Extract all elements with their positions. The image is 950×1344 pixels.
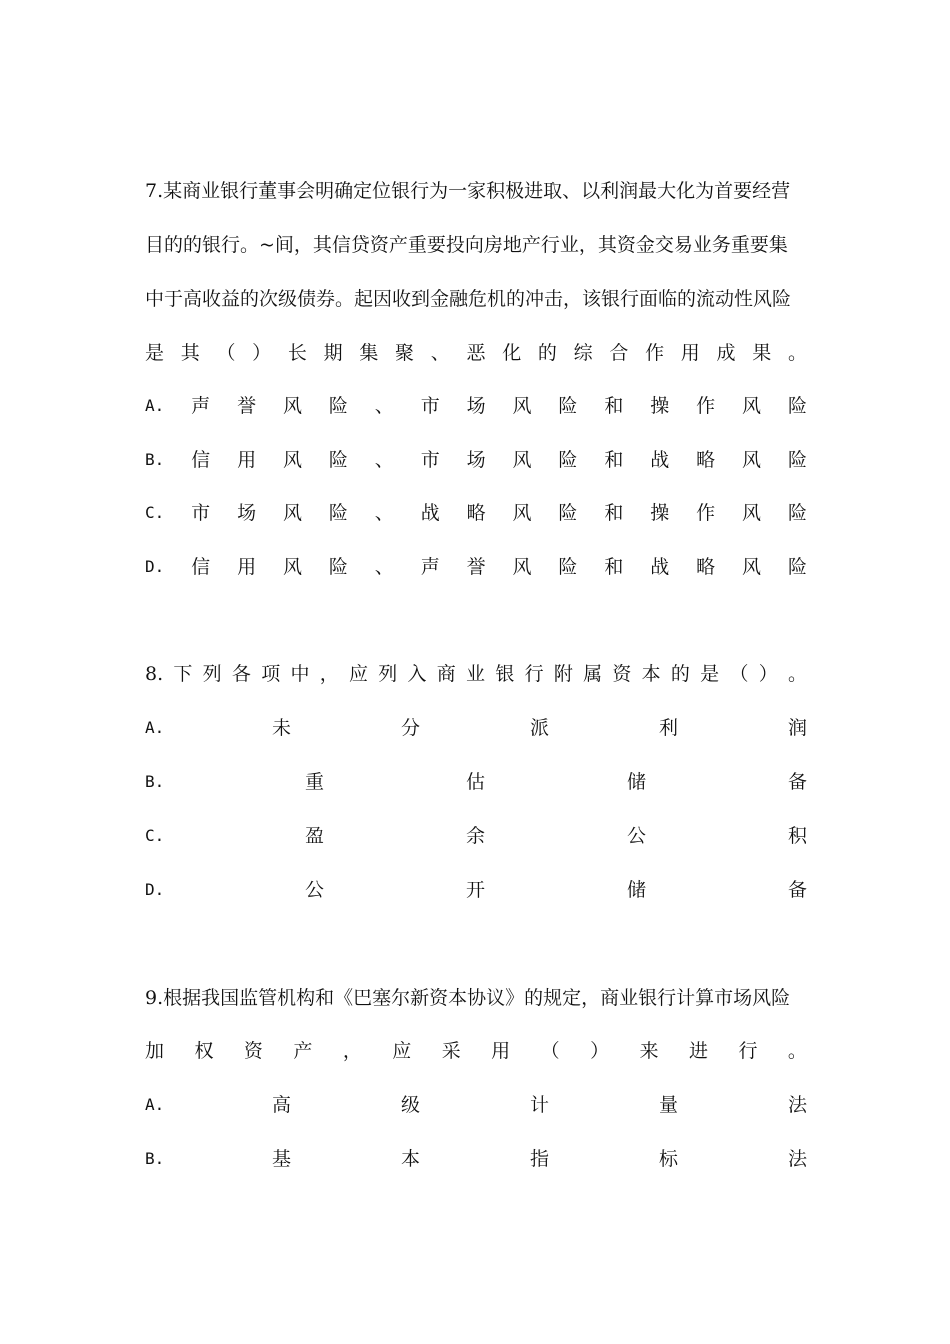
text-char: 聚 bbox=[395, 342, 415, 364]
option-char: 和 bbox=[604, 395, 624, 417]
text-char: 资 bbox=[243, 1040, 263, 1062]
q8-option-c bbox=[145, 821, 807, 851]
option-char: 备 bbox=[788, 879, 808, 901]
text-char: 其 bbox=[180, 342, 200, 364]
option-char: 高 bbox=[272, 1094, 292, 1116]
option-char: 市 bbox=[420, 395, 440, 417]
text-char: 属 bbox=[583, 663, 603, 685]
text-char: （ bbox=[216, 342, 236, 364]
text-char: 附 bbox=[553, 663, 573, 685]
option-label: B. bbox=[145, 1149, 165, 1168]
q7-text-line-3: 中于高收益的次级债券。起因收到金融危机的冲击，该银行面临的流动性风险 bbox=[145, 288, 792, 310]
text-char: ） bbox=[758, 663, 778, 685]
text-char: 的 bbox=[670, 663, 690, 685]
option-char: 市 bbox=[420, 449, 440, 471]
text-char: 、 bbox=[430, 342, 450, 364]
option-char: 利 bbox=[659, 717, 679, 739]
text-char: ， bbox=[342, 1040, 362, 1062]
option-char: 场 bbox=[466, 449, 486, 471]
text-char: 用 bbox=[491, 1040, 511, 1062]
option-char: 、 bbox=[374, 556, 394, 578]
option-char: 风 bbox=[512, 395, 532, 417]
text-char: 成 bbox=[716, 342, 736, 364]
option-char: 险 bbox=[328, 502, 348, 524]
option-char: 场 bbox=[237, 502, 257, 524]
text-char: 恶 bbox=[466, 342, 486, 364]
option-char: 和 bbox=[604, 449, 624, 471]
option-char: 和 bbox=[604, 556, 624, 578]
option-char: 风 bbox=[512, 556, 532, 578]
text-char: 各 bbox=[231, 663, 251, 685]
text-char: （ bbox=[729, 663, 749, 685]
option-label: D. bbox=[145, 557, 165, 576]
text-char: 期 bbox=[323, 342, 343, 364]
text-char: （ bbox=[540, 1040, 560, 1062]
text-char: 业 bbox=[466, 663, 486, 685]
option-char: 、 bbox=[374, 449, 394, 471]
q7-option-c bbox=[145, 498, 807, 528]
option-char: 险 bbox=[328, 449, 348, 471]
option-char: 险 bbox=[787, 556, 807, 578]
text-char: 作 bbox=[645, 342, 665, 364]
option-char: 险 bbox=[787, 449, 807, 471]
text-char: 。 bbox=[787, 342, 807, 364]
option-char: 用 bbox=[237, 556, 257, 578]
q9-text-line-2 bbox=[145, 1036, 807, 1066]
option-char: 、 bbox=[374, 502, 394, 524]
option-char: 险 bbox=[558, 556, 578, 578]
option-char: 略 bbox=[466, 502, 486, 524]
text-char: 应 bbox=[348, 663, 368, 685]
option-char: 风 bbox=[742, 556, 762, 578]
q7-option-d bbox=[145, 552, 807, 582]
option-char: 险 bbox=[558, 449, 578, 471]
option-char: 风 bbox=[742, 395, 762, 417]
text-char: ， bbox=[319, 663, 339, 685]
option-char: 本 bbox=[401, 1148, 421, 1170]
q8-option-d bbox=[145, 875, 807, 905]
q7-text-line-1: 7.某商业银行董事会明确定位银行为一家积极进取、以利润最大化为首要经营 bbox=[145, 180, 791, 202]
text-char: 的 bbox=[537, 342, 557, 364]
option-label: A. bbox=[145, 396, 165, 415]
text-char: 进 bbox=[688, 1040, 708, 1062]
option-char: 险 bbox=[328, 395, 348, 417]
text-char: ） bbox=[252, 342, 272, 364]
q7-option-a bbox=[145, 391, 807, 421]
q9-option-a bbox=[145, 1090, 807, 1120]
option-char: 指 bbox=[530, 1148, 550, 1170]
option-char: 风 bbox=[742, 449, 762, 471]
text-char: 。 bbox=[787, 663, 807, 685]
option-char: 用 bbox=[237, 449, 257, 471]
option-char: 风 bbox=[742, 502, 762, 524]
text-char: 产 bbox=[293, 1040, 313, 1062]
q8-option-a bbox=[145, 713, 807, 743]
text-char: 长 bbox=[287, 342, 307, 364]
text-char: 入 bbox=[407, 663, 427, 685]
option-label: B. bbox=[145, 450, 165, 469]
text-char: 果 bbox=[752, 342, 772, 364]
text-char: 集 bbox=[359, 342, 379, 364]
option-char: 场 bbox=[466, 395, 486, 417]
text-char: 来 bbox=[639, 1040, 659, 1062]
text-char: 权 bbox=[194, 1040, 214, 1062]
option-char: 重 bbox=[305, 771, 325, 793]
option-char: 声 bbox=[420, 556, 440, 578]
option-char: 战 bbox=[650, 556, 670, 578]
option-char: 公 bbox=[627, 825, 647, 847]
option-char: 险 bbox=[328, 556, 348, 578]
option-label: C. bbox=[145, 503, 165, 522]
option-char: 开 bbox=[466, 879, 486, 901]
text-char: 化 bbox=[502, 342, 522, 364]
option-label: D. bbox=[145, 880, 165, 899]
text-char: 用 bbox=[680, 342, 700, 364]
option-char: 战 bbox=[420, 502, 440, 524]
option-char: 润 bbox=[788, 717, 808, 739]
option-label: B. bbox=[145, 772, 165, 791]
text-char: 是 bbox=[700, 663, 720, 685]
option-char: 、 bbox=[374, 395, 394, 417]
option-char: 盈 bbox=[305, 825, 325, 847]
option-char: 公 bbox=[305, 879, 325, 901]
option-char: 法 bbox=[788, 1148, 808, 1170]
text-char: 项 bbox=[261, 663, 281, 685]
option-char: 操 bbox=[650, 395, 670, 417]
option-char: 法 bbox=[788, 1094, 808, 1116]
option-char: 储 bbox=[627, 771, 647, 793]
option-char: 余 bbox=[466, 825, 486, 847]
option-char: 险 bbox=[787, 502, 807, 524]
option-char: 积 bbox=[788, 825, 808, 847]
text-char: 8. bbox=[145, 663, 164, 685]
option-char: 备 bbox=[788, 771, 808, 793]
text-char: ） bbox=[590, 1040, 610, 1062]
option-char: 誉 bbox=[466, 556, 486, 578]
option-label: C. bbox=[145, 826, 165, 845]
option-char: 略 bbox=[696, 556, 716, 578]
option-char: 风 bbox=[282, 502, 302, 524]
option-char: 风 bbox=[512, 449, 532, 471]
text-char: 是 bbox=[145, 342, 165, 364]
option-char: 信 bbox=[191, 556, 211, 578]
option-char: 战 bbox=[650, 449, 670, 471]
option-char: 信 bbox=[191, 449, 211, 471]
option-char: 风 bbox=[282, 395, 302, 417]
option-char: 作 bbox=[696, 395, 716, 417]
text-char: 。 bbox=[787, 1040, 807, 1062]
text-char: 资 bbox=[612, 663, 632, 685]
text-char: 合 bbox=[609, 342, 629, 364]
option-char: 操 bbox=[650, 502, 670, 524]
option-char: 标 bbox=[659, 1148, 679, 1170]
q8-text-line-1 bbox=[145, 659, 807, 689]
option-label: A. bbox=[145, 718, 165, 737]
option-char: 分 bbox=[401, 717, 421, 739]
text-char: 行 bbox=[738, 1040, 758, 1062]
text-char: 采 bbox=[441, 1040, 461, 1062]
option-char: 誉 bbox=[237, 395, 257, 417]
option-char: 基 bbox=[272, 1148, 292, 1170]
option-char: 作 bbox=[696, 502, 716, 524]
text-char: 加 bbox=[145, 1040, 165, 1062]
option-char: 风 bbox=[282, 449, 302, 471]
text-char: 中 bbox=[290, 663, 310, 685]
option-char: 市 bbox=[191, 502, 211, 524]
text-char: 商 bbox=[436, 663, 456, 685]
q9-option-b bbox=[145, 1144, 807, 1174]
option-char: 估 bbox=[466, 771, 486, 793]
text-char: 综 bbox=[573, 342, 593, 364]
q9-text-line-1: 9.根据我国监管机构和《巴塞尔新资本协议》的规定，商业银行计算市场风险 bbox=[145, 987, 791, 1009]
q7-text-line-4 bbox=[145, 338, 807, 368]
text-char: 列 bbox=[202, 663, 222, 685]
option-char: 计 bbox=[530, 1094, 550, 1116]
option-char: 险 bbox=[558, 502, 578, 524]
option-char: 风 bbox=[512, 502, 532, 524]
q8-option-b bbox=[145, 767, 807, 797]
text-char: 行 bbox=[524, 663, 544, 685]
q7-text-line-2: 目的的银行。~间，其信贷资产重要投向房地产行业，其资金交易业务重要集 bbox=[145, 234, 788, 256]
text-char: 列 bbox=[378, 663, 398, 685]
option-char: 储 bbox=[627, 879, 647, 901]
option-label: A. bbox=[145, 1095, 165, 1114]
option-char: 风 bbox=[282, 556, 302, 578]
text-char: 下 bbox=[173, 663, 193, 685]
q7-option-b bbox=[145, 445, 807, 475]
option-char: 险 bbox=[558, 395, 578, 417]
option-char: 和 bbox=[604, 502, 624, 524]
option-char: 级 bbox=[401, 1094, 421, 1116]
option-char: 未 bbox=[272, 717, 292, 739]
text-char: 本 bbox=[641, 663, 661, 685]
option-char: 派 bbox=[530, 717, 550, 739]
option-char: 略 bbox=[696, 449, 716, 471]
text-char: 应 bbox=[392, 1040, 412, 1062]
text-char: 银 bbox=[495, 663, 515, 685]
option-char: 声 bbox=[191, 395, 211, 417]
option-char: 量 bbox=[659, 1094, 679, 1116]
option-char: 险 bbox=[787, 395, 807, 417]
